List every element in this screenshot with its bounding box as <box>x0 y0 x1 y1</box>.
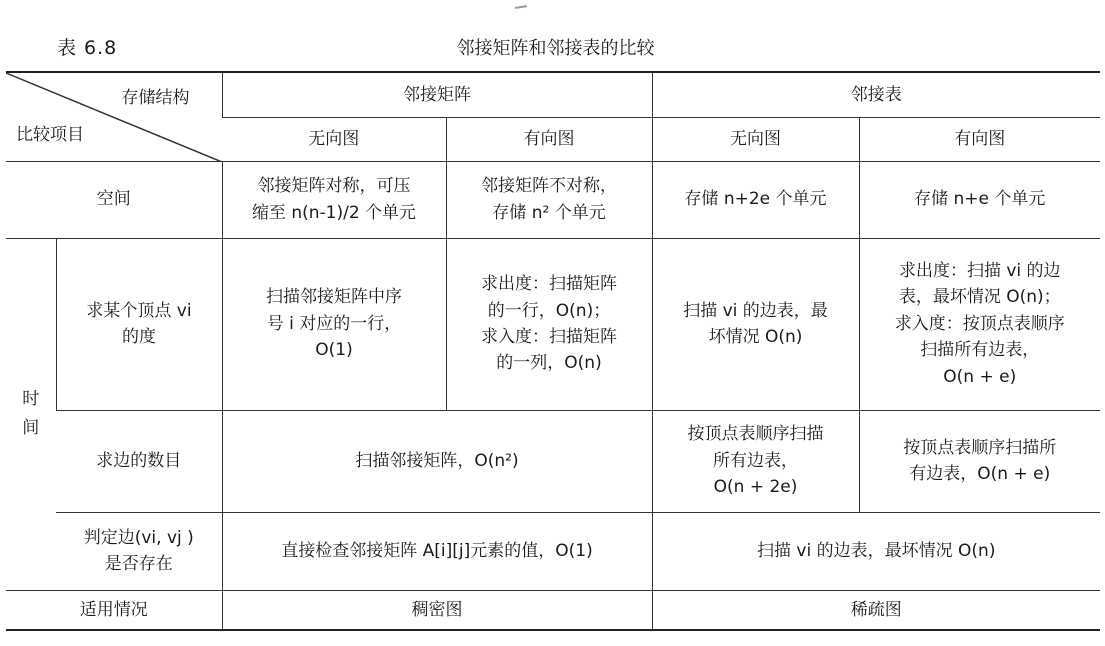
header-list: 邻接表 <box>652 72 1100 117</box>
cell-line: 是否存在 <box>104 554 173 574</box>
cell-line: 有边表，O(n + e) <box>909 464 1051 484</box>
label-edges: 求边的数目 <box>56 410 222 512</box>
header-matrix: 邻接矩阵 <box>222 72 652 117</box>
cell-line: 存储 n² 个单元 <box>492 202 606 223</box>
cell-line: 求入度：扫描矩阵 <box>481 327 617 347</box>
label-time <box>6 238 56 590</box>
edges-list-directed <box>859 410 1100 512</box>
comparison-table <box>6 71 1100 631</box>
exists-list: 扫描 vi 的边表，最坏情况 O(n) <box>652 512 1100 590</box>
cell-line: 所有边表， <box>713 450 798 471</box>
cell-line: 判定边(vi, vj ) <box>83 527 194 548</box>
space-list-directed: 存储 n+e 个单元 <box>859 161 1100 238</box>
cell-line: 求某个顶点 vi <box>86 300 192 321</box>
cell-line: O(n + e) <box>943 366 1017 387</box>
cell-line: 邻接矩阵对称，可压 <box>257 176 411 197</box>
diagonal-header-cell <box>6 72 222 161</box>
table-title: 邻接矩阵和邻接表的比较 <box>456 38 655 59</box>
cell-line: 号 i 对应的一行， <box>266 313 402 334</box>
table-number: 表 6.8 <box>57 37 118 59</box>
cell-line: 扫描 vi 的边表，最 <box>683 300 828 321</box>
cell-line: 扫描邻接矩阵中序 <box>266 287 402 308</box>
header-matrix-undirected: 无向图 <box>222 117 446 161</box>
label-space: 空间 <box>6 161 222 238</box>
label-usage: 适用情况 <box>6 590 222 630</box>
exists-matrix: 直接检查邻接矩阵 A[i][j]元素的值，O(1) <box>222 512 652 590</box>
cell-line: 的度 <box>122 327 156 347</box>
label-degree <box>56 238 222 410</box>
page-mark <box>515 5 527 9</box>
cell-line: 的一列，O(n) <box>496 353 602 374</box>
space-matrix-directed <box>446 161 652 238</box>
header-row-1 <box>6 72 1100 117</box>
header-list-undirected: 无向图 <box>652 117 859 161</box>
header-matrix-directed: 有向图 <box>446 117 652 161</box>
cell-line: 求出度：扫描矩阵 <box>481 274 617 295</box>
cell-line: 求入度：按顶点表顺序 <box>894 313 1065 334</box>
header-list-directed: 有向图 <box>859 117 1100 161</box>
cell-line: 的一行，O(n)； <box>487 300 611 321</box>
header-storage-structure: 存储结构 <box>121 88 190 108</box>
cell-line: 坏情况 O(n) <box>708 327 803 347</box>
degree-matrix-directed <box>446 238 652 410</box>
row-usage <box>6 590 1100 630</box>
space-list-undirected: 存储 n+2e 个单元 <box>652 161 859 238</box>
cell-line: 邻接矩阵不对称， <box>481 176 617 197</box>
cell-line: O(n + 2e) <box>713 477 798 498</box>
space-matrix-undirected <box>222 161 446 238</box>
cell-line: 扫描所有边表， <box>920 340 1040 361</box>
row-space <box>6 161 1100 238</box>
edges-matrix: 扫描邻接矩阵，O(n²) <box>222 410 652 512</box>
cell-line: 求出度：扫描 vi 的边 <box>898 261 1061 282</box>
cell-line: 按顶点表顺序扫描所 <box>903 437 1057 458</box>
row-exists <box>6 512 1100 590</box>
usage-list: 稀疏图 <box>652 590 1100 630</box>
row-degree <box>6 238 1100 410</box>
header-comparison-item: 比较项目 <box>16 125 84 146</box>
label-exists <box>56 512 222 590</box>
edges-list-undirected <box>652 410 859 512</box>
cell-line: 按顶点表顺序扫描 <box>687 424 824 445</box>
degree-list-undirected <box>652 238 859 410</box>
usage-matrix: 稠密图 <box>222 590 652 630</box>
degree-list-directed <box>859 238 1100 410</box>
cell-line: 缩至 n(n-1)/2 个单元 <box>251 202 417 223</box>
cell-line: 表，最坏情况 O(n)； <box>898 287 1061 308</box>
row-edges <box>6 410 1100 512</box>
cell-line: O(1) <box>315 340 353 361</box>
degree-matrix-undirected <box>222 238 446 410</box>
time-label: 时间 <box>22 389 40 438</box>
